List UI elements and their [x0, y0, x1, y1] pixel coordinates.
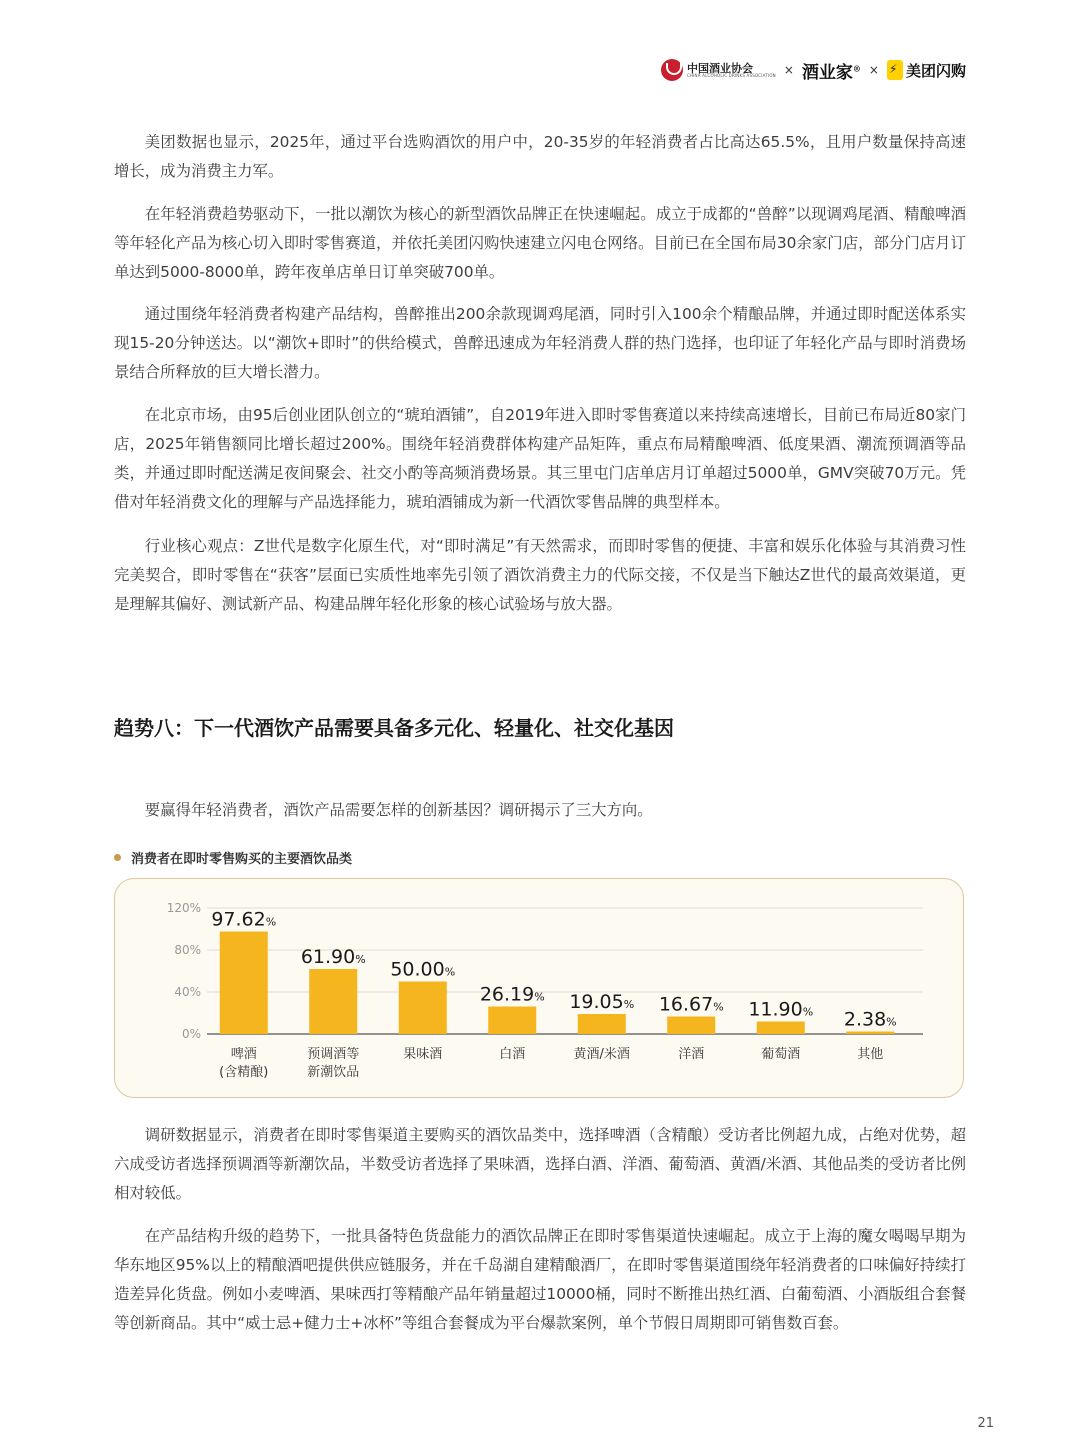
bar: [846, 1032, 894, 1034]
bar: [488, 1007, 536, 1034]
cada-logo: [661, 59, 776, 81]
x-tick-label: 啤酒: [230, 1047, 257, 1062]
x-tick-label: 预调酒等: [307, 1047, 360, 1062]
bar-chart-svg: [115, 879, 965, 1099]
registered-mark: ®: [852, 62, 861, 73]
data-label: 50.00%: [390, 958, 456, 981]
meituan-logo-text: 美团闪购: [905, 61, 966, 80]
bar: [220, 931, 268, 1034]
paragraph-1: 美团数据也显示，2025年，通过平台选购酒饮的用户中，20-35岁的年轻消费者占比高达65.5%，且用户数量保持高速增长，成为消费主力军。: [114, 133, 966, 180]
bullet-dot-icon: [114, 854, 121, 861]
paragraph-2: 在年轻消费趋势驱动下，一批以潮饮为核心的新型酒饮品牌正在快速崛起。成立于成都的“兽醉”以现调鸡尾酒、精酿啤酒等年轻化产品为核心切入即时零售赛道，并依托美团闪购快速建立闪电仓网络。目前已在全国布局30余家门店，部分门店月订单达到5000-8000单，跨年夜单店单日订单突破700单。: [114, 205, 966, 281]
bar: [667, 1016, 715, 1034]
x-tick-label: 白酒: [499, 1047, 526, 1062]
jiuyejia-logo-text: 酒业家: [801, 62, 853, 83]
intro-paragraph: 要赢得年轻消费者，酒饮产品需要怎样的创新基因？调研揭示了三大方向。: [144, 801, 653, 819]
data-label: 16.67%: [658, 993, 724, 1016]
paragraph-6: 调研数据显示，消费者在即时零售渠道主要购买的酒饮品类中，选择啤酒（含精酿）受访者比例超九成，占绝对优势，超六成受访者选择预调酒等新潮饮品，半数受访者选择了果味酒，选择白酒、洋酒、葡萄酒、黄酒/米酒、其他品类的受访者比例相对较低。: [114, 1126, 966, 1202]
data-label: 97.62%: [211, 908, 277, 931]
chart-caption-text: 消费者在即时零售购买的主要酒饮品类: [131, 852, 353, 867]
paragraph-7: 在产品结构升级的趋势下，一批具备特色货盘能力的酒饮品牌正在即时零售渠道快速崛起。成立于上海的魔女喝喝早期为华东地区95%以上的精酿酒吧提供供应链服务，并在千岛湖自建精酿酒厂，在即时零售渠道围绕年轻消费者的口味偏好持续打造差异化货盘。例如小麦啤酒、果味西打等精酿产品年销量超过10000桶，同时不断推出热红酒、白葡萄酒、小酒版组合套餐等创新商品。其中“威士忌+健力士+冰杯”等组合套餐成为平台爆款案例，单个节假日周期即可销售数百套。: [114, 1227, 966, 1332]
bar: [399, 982, 447, 1035]
y-tick-label: 0%: [181, 1027, 201, 1041]
y-tick-label: 120%: [166, 901, 201, 915]
cada-logo-en: CHINA ALCOHOLIC DRINKS ASSOCIATION: [686, 72, 776, 78]
x-tick-label: 新潮饮品: [307, 1065, 360, 1080]
bar: [309, 969, 357, 1034]
chart-caption: [114, 848, 352, 867]
data-label: 61.90%: [300, 946, 366, 969]
paragraph-3: 通过围绕年轻消费者构建产品结构，兽醉推出200余款现调鸡尾酒，同时引入100余个精酿品牌，并通过即时配送体系实现15-20分钟送达。以“潮饮+即时”的供给模式，兽醉迅速成为年轻消费人群的热门选择，也印证了年轻化产品与即时消费场景结合所释放的巨大增长潜力。: [114, 305, 966, 381]
data-label: 19.05%: [569, 990, 635, 1013]
data-label: 26.19%: [479, 983, 545, 1006]
bar: [757, 1022, 805, 1034]
cada-logo-text: 中国酒业协会: [686, 61, 753, 75]
data-label: 11.90%: [748, 998, 814, 1021]
y-tick-label: 40%: [174, 985, 201, 999]
paragraph-4: 在北京市场，由95后创业团队创立的“琥珀酒铺”，自2019年进入即时零售赛道以来持续高速增长，目前已布局近80家门店，2025年销售额同比增长超过200%。围绕年轻消费群体构建产品矩阵，重点布局精酿啤酒、低度果酒、潮流预调酒等品类，并通过即时配送满足夜间聚会、社交小酌等高频消费场景。其三里屯门店单店月订单超过5000单，GMV突破70万元。凭借对年轻消费文化的理解与产品选择能力，琥珀酒铺成为新一代酒饮零售品牌的典型样本。: [114, 406, 966, 511]
bar-chart: [114, 878, 964, 1098]
y-tick-label: 80%: [174, 943, 201, 957]
header-logos: [661, 56, 966, 84]
x-tick-label: 洋酒: [678, 1047, 705, 1062]
x-tick-label: 葡萄酒: [761, 1047, 801, 1062]
jiuyejia-logo: [802, 58, 861, 83]
times-separator-2: ×: [868, 63, 879, 77]
paragraph-5: 行业核心观点：Z世代是数字化原生代，对“即时满足”有天然需求，而即时零售的便捷、丰富和娱乐化体验与其消费习性完美契合，即时零售在“获客”层面已实质性地率先引领了酒饮消费主力的代际交接，不仅是当下触达Z世代的最高效渠道，更是理解其偏好、测试新产品、构建品牌年轻化形象的核心试验场与放大器。: [114, 537, 966, 613]
x-tick-label: 黄酒/米酒: [573, 1047, 630, 1062]
times-separator-1: ×: [783, 63, 794, 77]
data-label: 2.38%: [843, 1008, 897, 1031]
x-tick-label: 果味酒: [403, 1047, 443, 1062]
x-tick-label: (含精酿): [219, 1065, 269, 1080]
page-number: 21: [977, 1416, 994, 1431]
meituan-logo: [887, 60, 966, 81]
section-title: 趋势八：下一代酒饮产品需要具备多元化、轻量化、社交化基因: [114, 716, 674, 740]
x-tick-label: 其他: [857, 1047, 884, 1062]
bar: [578, 1014, 626, 1034]
lightning-icon: [887, 60, 903, 80]
cada-emblem-icon: [661, 59, 683, 81]
